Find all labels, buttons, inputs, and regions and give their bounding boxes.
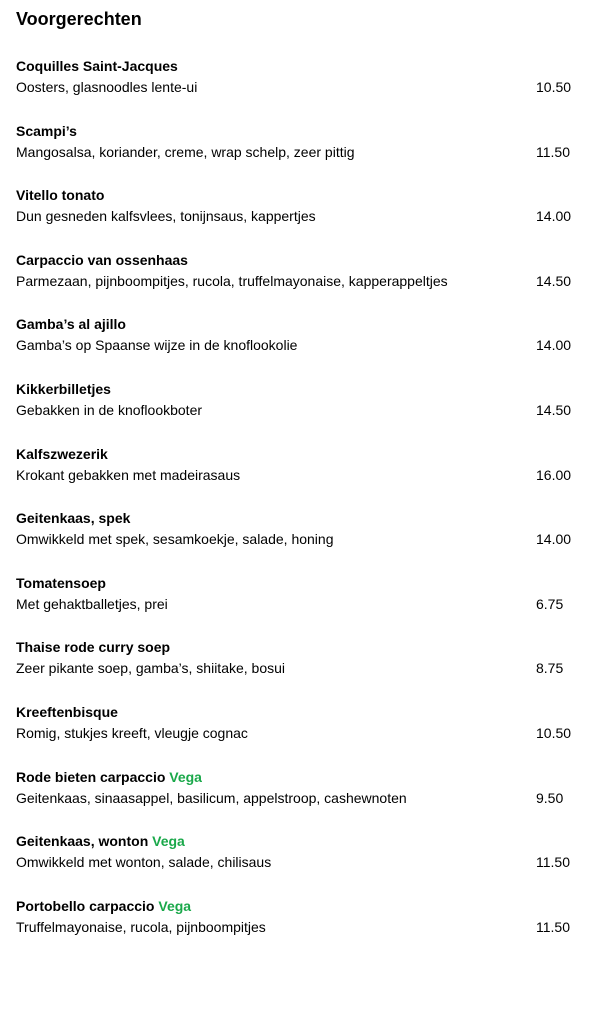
menu-item-price: 14.50 <box>536 272 572 289</box>
menu-item-name: Scampi’s <box>16 122 77 139</box>
menu-item-description: Mangosalsa, koriander, creme, wrap schelp, zeer pittig <box>16 143 355 160</box>
menu-item-price: 14.00 <box>536 337 572 354</box>
menu-item-price: 14.00 <box>536 208 572 225</box>
menu-item-detail-row <box>16 334 587 356</box>
menu-item-description: Gamba’s op Spaanse wijze in de knoflookolie <box>16 337 298 354</box>
menu-item-detail-row <box>16 528 587 550</box>
menu-item-price: 10.50 <box>536 79 572 95</box>
menu-item-detail-row <box>16 464 587 486</box>
menu-item-name-line <box>16 896 587 916</box>
menu-item <box>16 250 587 315</box>
menu-item <box>16 314 587 379</box>
menu-item-description: Omwikkeld met spek, sesamkoekje, salade, honing <box>16 531 334 548</box>
menu-item-price: 6.75 <box>536 595 564 612</box>
menu-item-price: 16.00 <box>536 466 572 483</box>
menu-item-name-line <box>16 767 587 787</box>
menu-item-description: Oosters, glasnoodles lente-ui <box>16 79 198 95</box>
menu-item-name-line <box>16 573 587 593</box>
menu-item-name: Kreeftenbisque <box>16 703 118 720</box>
menu-item-detail-row <box>16 270 587 292</box>
menu-item-name-line <box>16 702 587 722</box>
menu-item-name: Kikkerbilletjes <box>16 380 111 397</box>
menu-item-description: Zeer pikante soep, gamba’s, shiitake, bosui <box>16 660 286 677</box>
menu-item-name-line <box>16 250 587 270</box>
menu-item <box>16 508 587 573</box>
menu-item-price: 10.50 <box>536 724 572 741</box>
menu-item-name: Portobello carpaccio <box>16 897 155 914</box>
menu-item-name: Geitenkaas, spek <box>16 510 131 527</box>
menu-item <box>16 185 587 250</box>
menu-item-price: 11.50 <box>536 143 570 160</box>
menu-item-name-line <box>16 56 587 76</box>
menu-item <box>16 573 587 638</box>
menu-item-name: Carpaccio van ossenhaas <box>16 251 188 268</box>
menu-item-name: Gamba’s al ajillo <box>16 316 126 333</box>
menu-item-description: Krokant gebakken met madeirasaus <box>16 466 241 483</box>
menu-item <box>16 896 587 961</box>
menu-item <box>16 767 587 832</box>
menu-item-description: Romig, stukjes kreeft, vleugje cognac <box>16 724 248 741</box>
menu-item-price: 14.00 <box>536 531 572 548</box>
menu-item-name-line <box>16 444 587 464</box>
menu-item-description: Geitenkaas, sinaasappel, basilicum, appelstroop, cashewnoten <box>16 789 407 806</box>
menu-item-name: Thaise rode curry soep <box>16 639 171 656</box>
menu-item-detail-row <box>16 787 587 809</box>
menu-item-detail-row <box>16 76 587 98</box>
menu-item <box>16 121 587 186</box>
menu-item-description: Met gehaktballetjes, prei <box>16 595 168 612</box>
menu-item-name-line <box>16 508 587 528</box>
menu-item <box>16 637 587 702</box>
menu-item <box>16 56 587 121</box>
menu-item-detail-row <box>16 657 587 679</box>
menu-item-detail-row <box>16 722 587 744</box>
vega-tag: Vega <box>152 833 185 850</box>
menu-item-name-line <box>16 637 587 657</box>
vega-tag: Vega <box>158 897 192 914</box>
menu-item-description: Truffelmayonaise, rucola, pijnboompitjes <box>16 918 266 935</box>
menu-item-name: Kalfszwezerik <box>16 445 108 462</box>
menu-item-name: Coquilles Saint-Jacques <box>16 58 178 74</box>
menu-item-detail-row <box>16 141 587 163</box>
menu-item-price: 8.75 <box>536 660 564 677</box>
menu-item-price: 11.50 <box>536 918 570 935</box>
menu-item <box>16 379 587 444</box>
menu-item-detail-row <box>16 205 587 227</box>
menu-item-description: Parmezaan, pijnboompitjes, rucola, truffelmayonaise, kapperappeltjes <box>16 272 448 289</box>
menu-item-name: Rode bieten carpaccio <box>16 768 166 785</box>
menu-item-price: 14.50 <box>536 401 572 418</box>
menu-item-name: Tomatensoep <box>16 574 106 591</box>
menu-item <box>16 702 587 767</box>
menu-item-description: Omwikkeld met wonton, salade, chilisaus <box>16 854 272 871</box>
menu-item-name: Geitenkaas, wonton <box>16 833 149 850</box>
menu-item-name-line <box>16 379 587 399</box>
menu-item-name-line <box>16 314 587 334</box>
menu-item <box>16 444 587 509</box>
menu-item-name-line <box>16 121 587 141</box>
vega-tag: Vega <box>169 768 202 785</box>
menu-item-name-line <box>16 185 587 205</box>
menu-item-price: 11.50 <box>536 854 570 871</box>
menu-item-description: Dun gesneden kalfsvlees, tonijnsaus, kappertjes <box>16 208 316 225</box>
section-title: Voorgerechten <box>16 9 142 29</box>
menu-item-price: 9.50 <box>536 789 564 806</box>
menu-item-description: Gebakken in de knoflookboter <box>16 401 203 418</box>
menu-item <box>16 831 587 896</box>
menu-item-name: Vitello tonato <box>16 187 105 204</box>
menu-item-detail-row <box>16 593 587 615</box>
menu-item-detail-row <box>16 916 587 938</box>
menu-item-name-line <box>16 831 587 851</box>
menu-item-detail-row <box>16 851 587 873</box>
menu-list <box>16 56 603 960</box>
menu-item-detail-row <box>16 399 587 421</box>
